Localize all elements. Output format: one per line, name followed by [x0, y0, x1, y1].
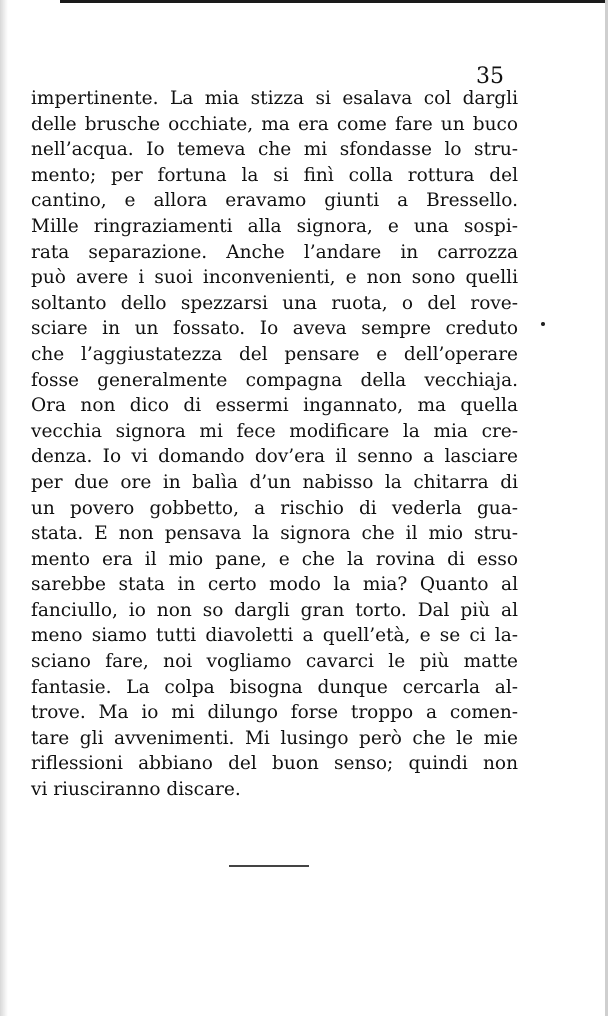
text-line: denza. Io vi domando dov’era il senno a lasciare [31, 446, 518, 468]
text-line: rata separazione. Anche l’andare in carrozza [31, 241, 518, 263]
text-line: può avere i suoi inconvenienti, e non sono quelli [31, 267, 518, 289]
text-line: vi riusciranno discare. [31, 779, 241, 801]
text-line: fosse generalmente compagna della vecchiaja. [31, 369, 518, 391]
text-line: sarebbe stata in certo modo la mia? Quanto al [31, 574, 518, 596]
text-line: Ora non dico di essermi ingannato, ma quella [31, 395, 518, 417]
text-line: soltanto dello spezzarsi una ruota, o del rove- [31, 292, 518, 314]
left-binding-shadow [0, 0, 8, 1016]
text-line: impertinente. La mia stizza si esalava col dargli [31, 88, 518, 109]
text-line: fantasie. La colpa bisogna dunque cercarla al- [31, 676, 518, 698]
text-line: cantino, e allora eravamo giunti a Bressello. [31, 190, 518, 212]
text-line: nell’acqua. Io temeva che mi sfondasse lo stru- [31, 139, 518, 161]
text-line: meno siamo tutti diavoletti a quell’età, e se ci la- [31, 625, 518, 647]
text-line: un povero gobbetto, a rischio di vederla gua- [31, 497, 518, 519]
text-line: mento; per fortuna la si finì colla rottura del [31, 164, 518, 186]
ink-speck [541, 322, 545, 326]
text-line: delle brusche occhiate, ma era come fare un buco [31, 113, 518, 135]
text-line: riflessioni abbiano del buon senso; quindi non [31, 753, 518, 775]
top-scan-edge [60, 0, 608, 3]
text-line: mento era il mio pane, e che la rovina di esso [31, 548, 518, 570]
text-line: per due ore in balìa d’un nabisso la chitarra di [31, 471, 518, 493]
text-line: Mille ringraziamenti alla signora, e una sospi- [31, 215, 518, 237]
text-line: che l’aggiustatezza del pensare e dell’operare [31, 343, 518, 365]
page-number: 35 [476, 64, 504, 89]
text-line: tare gli avvenimenti. Mi lusingo però che le mie [31, 727, 518, 749]
text-line: vecchia signora mi fece modificare la mia cre- [31, 420, 518, 442]
section-end-rule [229, 865, 309, 867]
text-line: sciare in un fossato. Io aveva sempre creduto [31, 318, 518, 340]
text-line: stata. E non pensava la signora che il mio stru- [31, 523, 518, 545]
text-line: trove. Ma io mi dilungo forse troppo a comen- [31, 702, 518, 724]
text-line: fanciullo, io non so dargli gran torto. Dal più al [31, 599, 518, 621]
body-text [31, 86, 518, 803]
text-line: sciano fare, noi vogliamo cavarci le più matte [31, 651, 518, 673]
